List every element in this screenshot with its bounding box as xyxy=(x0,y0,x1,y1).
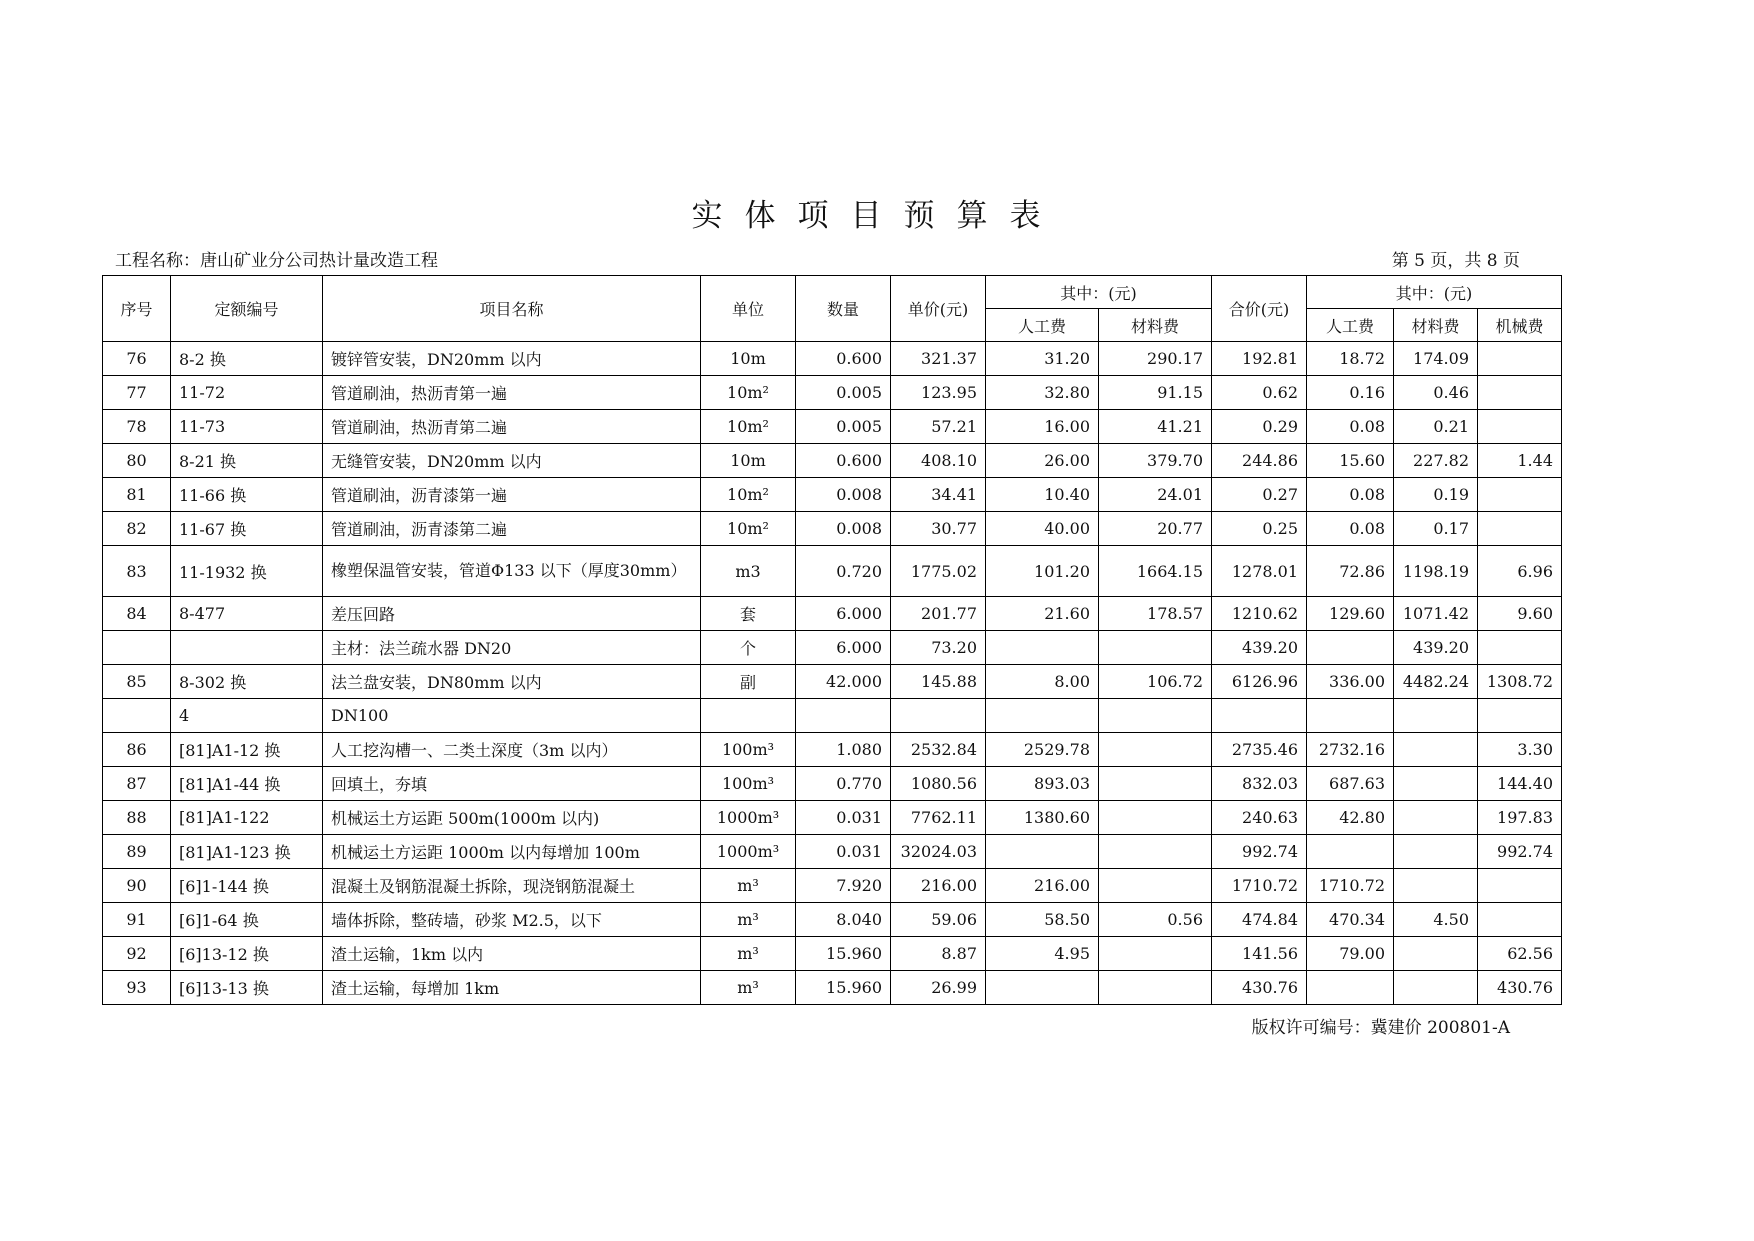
cell-unit: 套 xyxy=(701,597,796,631)
cell-unit-price xyxy=(891,699,986,733)
cell-total-labor: 0.08 xyxy=(1307,410,1394,444)
cell-unit-price: 408.10 xyxy=(891,444,986,478)
cell-labor: 16.00 xyxy=(986,410,1099,444)
cell-total-labor: 79.00 xyxy=(1307,937,1394,971)
cell-total-machine xyxy=(1478,699,1562,733)
cell-total-labor xyxy=(1307,835,1394,869)
table-row xyxy=(103,903,1562,937)
cell-total-machine xyxy=(1478,631,1562,665)
cell-total-machine: 3.30 xyxy=(1478,733,1562,767)
cell-code: 8-2 换 xyxy=(171,342,323,376)
cell-labor: 10.40 xyxy=(986,478,1099,512)
page-title: 实体项目预算表 xyxy=(691,198,1063,234)
cell-name: 管道刷油，沥青漆第一遍 xyxy=(323,478,701,512)
cell-material xyxy=(1099,733,1212,767)
cell-total-labor: 2732.16 xyxy=(1307,733,1394,767)
cell-labor: 4.95 xyxy=(986,937,1099,971)
cell-code: [6]13-12 换 xyxy=(171,937,323,971)
cell-qty: 1.080 xyxy=(796,733,891,767)
cell-seq: 90 xyxy=(103,869,171,903)
cell-unit: 10m xyxy=(701,342,796,376)
cell-total: 6126.96 xyxy=(1212,665,1307,699)
cell-labor: 32.80 xyxy=(986,376,1099,410)
cell-total: 1210.62 xyxy=(1212,597,1307,631)
cell-total-machine xyxy=(1478,410,1562,444)
cell-total-labor xyxy=(1307,699,1394,733)
cell-name: 管道刷油，沥青漆第二遍 xyxy=(323,512,701,546)
cell-code: 8-21 换 xyxy=(171,444,323,478)
table-row xyxy=(103,478,1562,512)
cell-total-material: 1071.42 xyxy=(1394,597,1478,631)
cell-labor: 31.20 xyxy=(986,342,1099,376)
cell-unit: 100m³ xyxy=(701,733,796,767)
table-row xyxy=(103,801,1562,835)
cell-labor: 26.00 xyxy=(986,444,1099,478)
cell-code: [81]A1-12 换 xyxy=(171,733,323,767)
cell-qty: 8.040 xyxy=(796,903,891,937)
cell-total: 430.76 xyxy=(1212,971,1307,1005)
cell-seq: 85 xyxy=(103,665,171,699)
cell-seq: 92 xyxy=(103,937,171,971)
cell-labor: 101.20 xyxy=(986,546,1099,597)
cell-unit-price: 57.21 xyxy=(891,410,986,444)
cell-unit-price: 59.06 xyxy=(891,903,986,937)
cell-code: 11-73 xyxy=(171,410,323,444)
cell-seq: 84 xyxy=(103,597,171,631)
cell-qty: 15.960 xyxy=(796,971,891,1005)
cell-code: 11-67 换 xyxy=(171,512,323,546)
header-of-which-1: 其中：(元) xyxy=(986,276,1212,309)
cell-seq: 93 xyxy=(103,971,171,1005)
cell-unit-price: 1080.56 xyxy=(891,767,986,801)
cell-total-labor: 18.72 xyxy=(1307,342,1394,376)
table-row xyxy=(103,733,1562,767)
cell-total-material: 1198.19 xyxy=(1394,546,1478,597)
header-name: 项目名称 xyxy=(323,276,701,342)
cell-total: 0.27 xyxy=(1212,478,1307,512)
cell-material: 178.57 xyxy=(1099,597,1212,631)
header-total: 合价(元) xyxy=(1212,276,1307,342)
cell-total: 2735.46 xyxy=(1212,733,1307,767)
cell-total-machine: 992.74 xyxy=(1478,835,1562,869)
cell-qty: 0.005 xyxy=(796,376,891,410)
cell-material xyxy=(1099,767,1212,801)
cell-code: 11-72 xyxy=(171,376,323,410)
cell-material: 379.70 xyxy=(1099,444,1212,478)
cell-total-machine: 9.60 xyxy=(1478,597,1562,631)
cell-total: 832.03 xyxy=(1212,767,1307,801)
cell-unit-price: 7762.11 xyxy=(891,801,986,835)
cell-unit-price: 145.88 xyxy=(891,665,986,699)
cell-material xyxy=(1099,937,1212,971)
cell-material: 41.21 xyxy=(1099,410,1212,444)
table-row xyxy=(103,767,1562,801)
cell-total-material: 0.46 xyxy=(1394,376,1478,410)
cell-total-machine: 6.96 xyxy=(1478,546,1562,597)
cell-material: 20.77 xyxy=(1099,512,1212,546)
cell-code: [6]1-144 换 xyxy=(171,869,323,903)
cell-labor: 8.00 xyxy=(986,665,1099,699)
cell-seq: 77 xyxy=(103,376,171,410)
cell-seq: 83 xyxy=(103,546,171,597)
cell-qty: 7.920 xyxy=(796,869,891,903)
cell-total-machine: 197.83 xyxy=(1478,801,1562,835)
cell-name: 人工挖沟槽一、二类土深度（3m 以内） xyxy=(323,733,701,767)
header-unit: 单位 xyxy=(701,276,796,342)
header-seq: 序号 xyxy=(103,276,171,342)
table-row xyxy=(103,376,1562,410)
cell-total-material: 439.20 xyxy=(1394,631,1478,665)
header-labor-1: 人工费 xyxy=(986,309,1099,342)
cell-code: 8-302 换 xyxy=(171,665,323,699)
cell-total-machine: 1.44 xyxy=(1478,444,1562,478)
cell-seq: 81 xyxy=(103,478,171,512)
cell-unit-price: 1775.02 xyxy=(891,546,986,597)
cell-total-machine xyxy=(1478,342,1562,376)
cell-total-material: 0.17 xyxy=(1394,512,1478,546)
cell-labor: 893.03 xyxy=(986,767,1099,801)
table-row xyxy=(103,665,1562,699)
cell-unit: m³ xyxy=(701,937,796,971)
cell-unit: 10m² xyxy=(701,410,796,444)
cell-unit-price: 73.20 xyxy=(891,631,986,665)
cell-name: 管道刷油，热沥青第一遍 xyxy=(323,376,701,410)
cell-total-material: 0.19 xyxy=(1394,478,1478,512)
table-row xyxy=(103,546,1562,597)
cell-total-labor: 0.08 xyxy=(1307,478,1394,512)
cell-material xyxy=(1099,699,1212,733)
cell-total-material xyxy=(1394,699,1478,733)
cell-name: 渣土运输，每增加 1km xyxy=(323,971,701,1005)
cell-total-machine: 144.40 xyxy=(1478,767,1562,801)
cell-seq: 82 xyxy=(103,512,171,546)
cell-labor xyxy=(986,835,1099,869)
cell-unit-price: 30.77 xyxy=(891,512,986,546)
cell-unit: 100m³ xyxy=(701,767,796,801)
table-row xyxy=(103,342,1562,376)
table-row xyxy=(103,597,1562,631)
cell-total-labor: 15.60 xyxy=(1307,444,1394,478)
cell-seq: 86 xyxy=(103,733,171,767)
cell-total-labor: 72.86 xyxy=(1307,546,1394,597)
cell-qty: 0.600 xyxy=(796,444,891,478)
header-qty: 数量 xyxy=(796,276,891,342)
cell-name: 管道刷油，热沥青第二遍 xyxy=(323,410,701,444)
cell-total: 240.63 xyxy=(1212,801,1307,835)
cell-qty: 0.008 xyxy=(796,478,891,512)
cell-total-labor: 687.63 xyxy=(1307,767,1394,801)
cell-labor: 2529.78 xyxy=(986,733,1099,767)
cell-total: 439.20 xyxy=(1212,631,1307,665)
cell-total-material xyxy=(1394,733,1478,767)
cell-qty: 0.600 xyxy=(796,342,891,376)
cell-labor xyxy=(986,631,1099,665)
header-code: 定额编号 xyxy=(171,276,323,342)
cell-qty: 15.960 xyxy=(796,937,891,971)
cell-unit: 10m² xyxy=(701,478,796,512)
cell-code: [81]A1-123 换 xyxy=(171,835,323,869)
cell-code: 11-66 换 xyxy=(171,478,323,512)
cell-material xyxy=(1099,971,1212,1005)
table-row xyxy=(103,410,1562,444)
cell-unit: 1000m³ xyxy=(701,835,796,869)
cell-name: 混凝土及钢筋混凝土拆除，现浇钢筋混凝土 xyxy=(323,869,701,903)
cell-labor: 58.50 xyxy=(986,903,1099,937)
cell-code: [6]1-64 换 xyxy=(171,903,323,937)
header-labor-2: 人工费 xyxy=(1307,309,1394,342)
cell-unit xyxy=(701,699,796,733)
cell-material: 0.56 xyxy=(1099,903,1212,937)
cell-qty: 6.000 xyxy=(796,631,891,665)
cell-total-labor: 1710.72 xyxy=(1307,869,1394,903)
cell-qty: 0.720 xyxy=(796,546,891,597)
cell-seq xyxy=(103,699,171,733)
cell-unit: m³ xyxy=(701,903,796,937)
table-row xyxy=(103,699,1562,733)
cell-total-material: 4482.24 xyxy=(1394,665,1478,699)
table-row xyxy=(103,971,1562,1005)
cell-unit-price: 2532.84 xyxy=(891,733,986,767)
cell-total-material xyxy=(1394,869,1478,903)
cell-total-labor: 129.60 xyxy=(1307,597,1394,631)
cell-total-labor: 42.80 xyxy=(1307,801,1394,835)
cell-unit: m3 xyxy=(701,546,796,597)
cell-qty: 0.008 xyxy=(796,512,891,546)
cell-unit-price: 216.00 xyxy=(891,869,986,903)
cell-unit: 10m xyxy=(701,444,796,478)
cell-material: 1664.15 xyxy=(1099,546,1212,597)
cell-name: 墙体拆除，整砖墙，砂浆 M2.5，以下 xyxy=(323,903,701,937)
cell-name: 无缝管安装，DN20mm 以内 xyxy=(323,444,701,478)
cell-total-labor xyxy=(1307,631,1394,665)
cell-unit-price: 8.87 xyxy=(891,937,986,971)
cell-name: 法兰盘安装，DN80mm 以内 xyxy=(323,665,701,699)
cell-labor: 216.00 xyxy=(986,869,1099,903)
header-unit-price: 单价(元) xyxy=(891,276,986,342)
cell-unit-price: 123.95 xyxy=(891,376,986,410)
cell-total-machine xyxy=(1478,903,1562,937)
cell-labor xyxy=(986,699,1099,733)
cell-total-labor: 336.00 xyxy=(1307,665,1394,699)
cell-code: 11-1932 换 xyxy=(171,546,323,597)
cell-total: 1710.72 xyxy=(1212,869,1307,903)
cell-total: 1278.01 xyxy=(1212,546,1307,597)
cell-total-material: 0.21 xyxy=(1394,410,1478,444)
cell-seq: 91 xyxy=(103,903,171,937)
cell-material xyxy=(1099,835,1212,869)
cell-unit-price: 321.37 xyxy=(891,342,986,376)
cell-code: [81]A1-122 xyxy=(171,801,323,835)
cell-seq: 87 xyxy=(103,767,171,801)
cell-material xyxy=(1099,801,1212,835)
cell-unit: 副 xyxy=(701,665,796,699)
cell-total-machine: 1308.72 xyxy=(1478,665,1562,699)
cell-total: 141.56 xyxy=(1212,937,1307,971)
cell-total-machine xyxy=(1478,376,1562,410)
header-of-which-2: 其中：(元) xyxy=(1307,276,1562,309)
header-material-2: 材料费 xyxy=(1394,309,1478,342)
copyright-note: 版权许可编号：冀建价 200801-A xyxy=(1251,1018,1510,1038)
cell-labor: 21.60 xyxy=(986,597,1099,631)
cell-total-material xyxy=(1394,937,1478,971)
cell-total-material xyxy=(1394,835,1478,869)
cell-total-material xyxy=(1394,801,1478,835)
cell-total: 244.86 xyxy=(1212,444,1307,478)
cell-total-machine xyxy=(1478,478,1562,512)
cell-total-machine: 62.56 xyxy=(1478,937,1562,971)
cell-qty: 0.770 xyxy=(796,767,891,801)
cell-total-machine xyxy=(1478,512,1562,546)
cell-unit-price: 201.77 xyxy=(891,597,986,631)
page-number: 第 5 页，共 8 页 xyxy=(1391,251,1520,271)
cell-labor: 1380.60 xyxy=(986,801,1099,835)
cell-name: 橡塑保温管安装，管道Φ133 以下（厚度30mm） xyxy=(323,546,701,597)
cell-name: 镀锌管安装，DN20mm 以内 xyxy=(323,342,701,376)
cell-seq: 78 xyxy=(103,410,171,444)
cell-material xyxy=(1099,631,1212,665)
cell-total-labor: 470.34 xyxy=(1307,903,1394,937)
cell-total-machine: 430.76 xyxy=(1478,971,1562,1005)
cell-seq: 88 xyxy=(103,801,171,835)
cell-name: 机械运土方运距 1000m 以内每增加 100m xyxy=(323,835,701,869)
cell-qty: 0.031 xyxy=(796,801,891,835)
cell-unit: 1000m³ xyxy=(701,801,796,835)
cell-name: 机械运土方运距 500m(1000m 以内) xyxy=(323,801,701,835)
cell-material xyxy=(1099,869,1212,903)
cell-total-material xyxy=(1394,971,1478,1005)
cell-material: 106.72 xyxy=(1099,665,1212,699)
cell-total: 474.84 xyxy=(1212,903,1307,937)
table-row xyxy=(103,937,1562,971)
cell-total: 0.62 xyxy=(1212,376,1307,410)
cell-seq: 76 xyxy=(103,342,171,376)
cell-unit: m³ xyxy=(701,869,796,903)
cell-qty: 0.005 xyxy=(796,410,891,444)
cell-total: 992.74 xyxy=(1212,835,1307,869)
header-machine-2: 机械费 xyxy=(1478,309,1562,342)
cell-total: 0.29 xyxy=(1212,410,1307,444)
cell-labor: 40.00 xyxy=(986,512,1099,546)
cell-total-labor xyxy=(1307,971,1394,1005)
header-material-1: 材料费 xyxy=(1099,309,1212,342)
cell-unit-price: 26.99 xyxy=(891,971,986,1005)
cell-material: 91.15 xyxy=(1099,376,1212,410)
cell-seq xyxy=(103,631,171,665)
cell-unit: m³ xyxy=(701,971,796,1005)
table-row xyxy=(103,835,1562,869)
cell-seq: 89 xyxy=(103,835,171,869)
cell-code: [81]A1-44 换 xyxy=(171,767,323,801)
cell-code xyxy=(171,631,323,665)
cell-total: 0.25 xyxy=(1212,512,1307,546)
cell-total-material: 4.50 xyxy=(1394,903,1478,937)
cell-code: [6]13-13 换 xyxy=(171,971,323,1005)
table-body xyxy=(103,342,1562,1005)
cell-qty: 42.000 xyxy=(796,665,891,699)
cell-total xyxy=(1212,699,1307,733)
cell-total-material: 174.09 xyxy=(1394,342,1478,376)
cell-total: 192.81 xyxy=(1212,342,1307,376)
cell-name: 渣土运输，1km 以内 xyxy=(323,937,701,971)
cell-name: DN100 xyxy=(323,699,701,733)
project-name: 工程名称：唐山矿业分公司热计量改造工程 xyxy=(115,251,438,271)
cell-total-labor: 0.08 xyxy=(1307,512,1394,546)
cell-qty: 6.000 xyxy=(796,597,891,631)
cell-total-material xyxy=(1394,767,1478,801)
table-row xyxy=(103,631,1562,665)
cell-total-machine xyxy=(1478,869,1562,903)
cell-seq: 80 xyxy=(103,444,171,478)
table-row xyxy=(103,444,1562,478)
cell-unit-price: 32024.03 xyxy=(891,835,986,869)
cell-unit: 10m² xyxy=(701,376,796,410)
cell-total-labor: 0.16 xyxy=(1307,376,1394,410)
table-row xyxy=(103,869,1562,903)
cell-material: 24.01 xyxy=(1099,478,1212,512)
cell-unit-price: 34.41 xyxy=(891,478,986,512)
cell-labor xyxy=(986,971,1099,1005)
cell-qty xyxy=(796,699,891,733)
budget-table xyxy=(102,275,1562,1005)
cell-qty: 0.031 xyxy=(796,835,891,869)
cell-code: 4 xyxy=(171,699,323,733)
cell-total-material: 227.82 xyxy=(1394,444,1478,478)
cell-unit: 10m² xyxy=(701,512,796,546)
table-row xyxy=(103,512,1562,546)
cell-material: 290.17 xyxy=(1099,342,1212,376)
cell-name: 差压回路 xyxy=(323,597,701,631)
cell-code: 8-477 xyxy=(171,597,323,631)
cell-unit: 个 xyxy=(701,631,796,665)
cell-name: 主材：法兰疏水器 DN20 xyxy=(323,631,701,665)
cell-name: 回填土，夯填 xyxy=(323,767,701,801)
